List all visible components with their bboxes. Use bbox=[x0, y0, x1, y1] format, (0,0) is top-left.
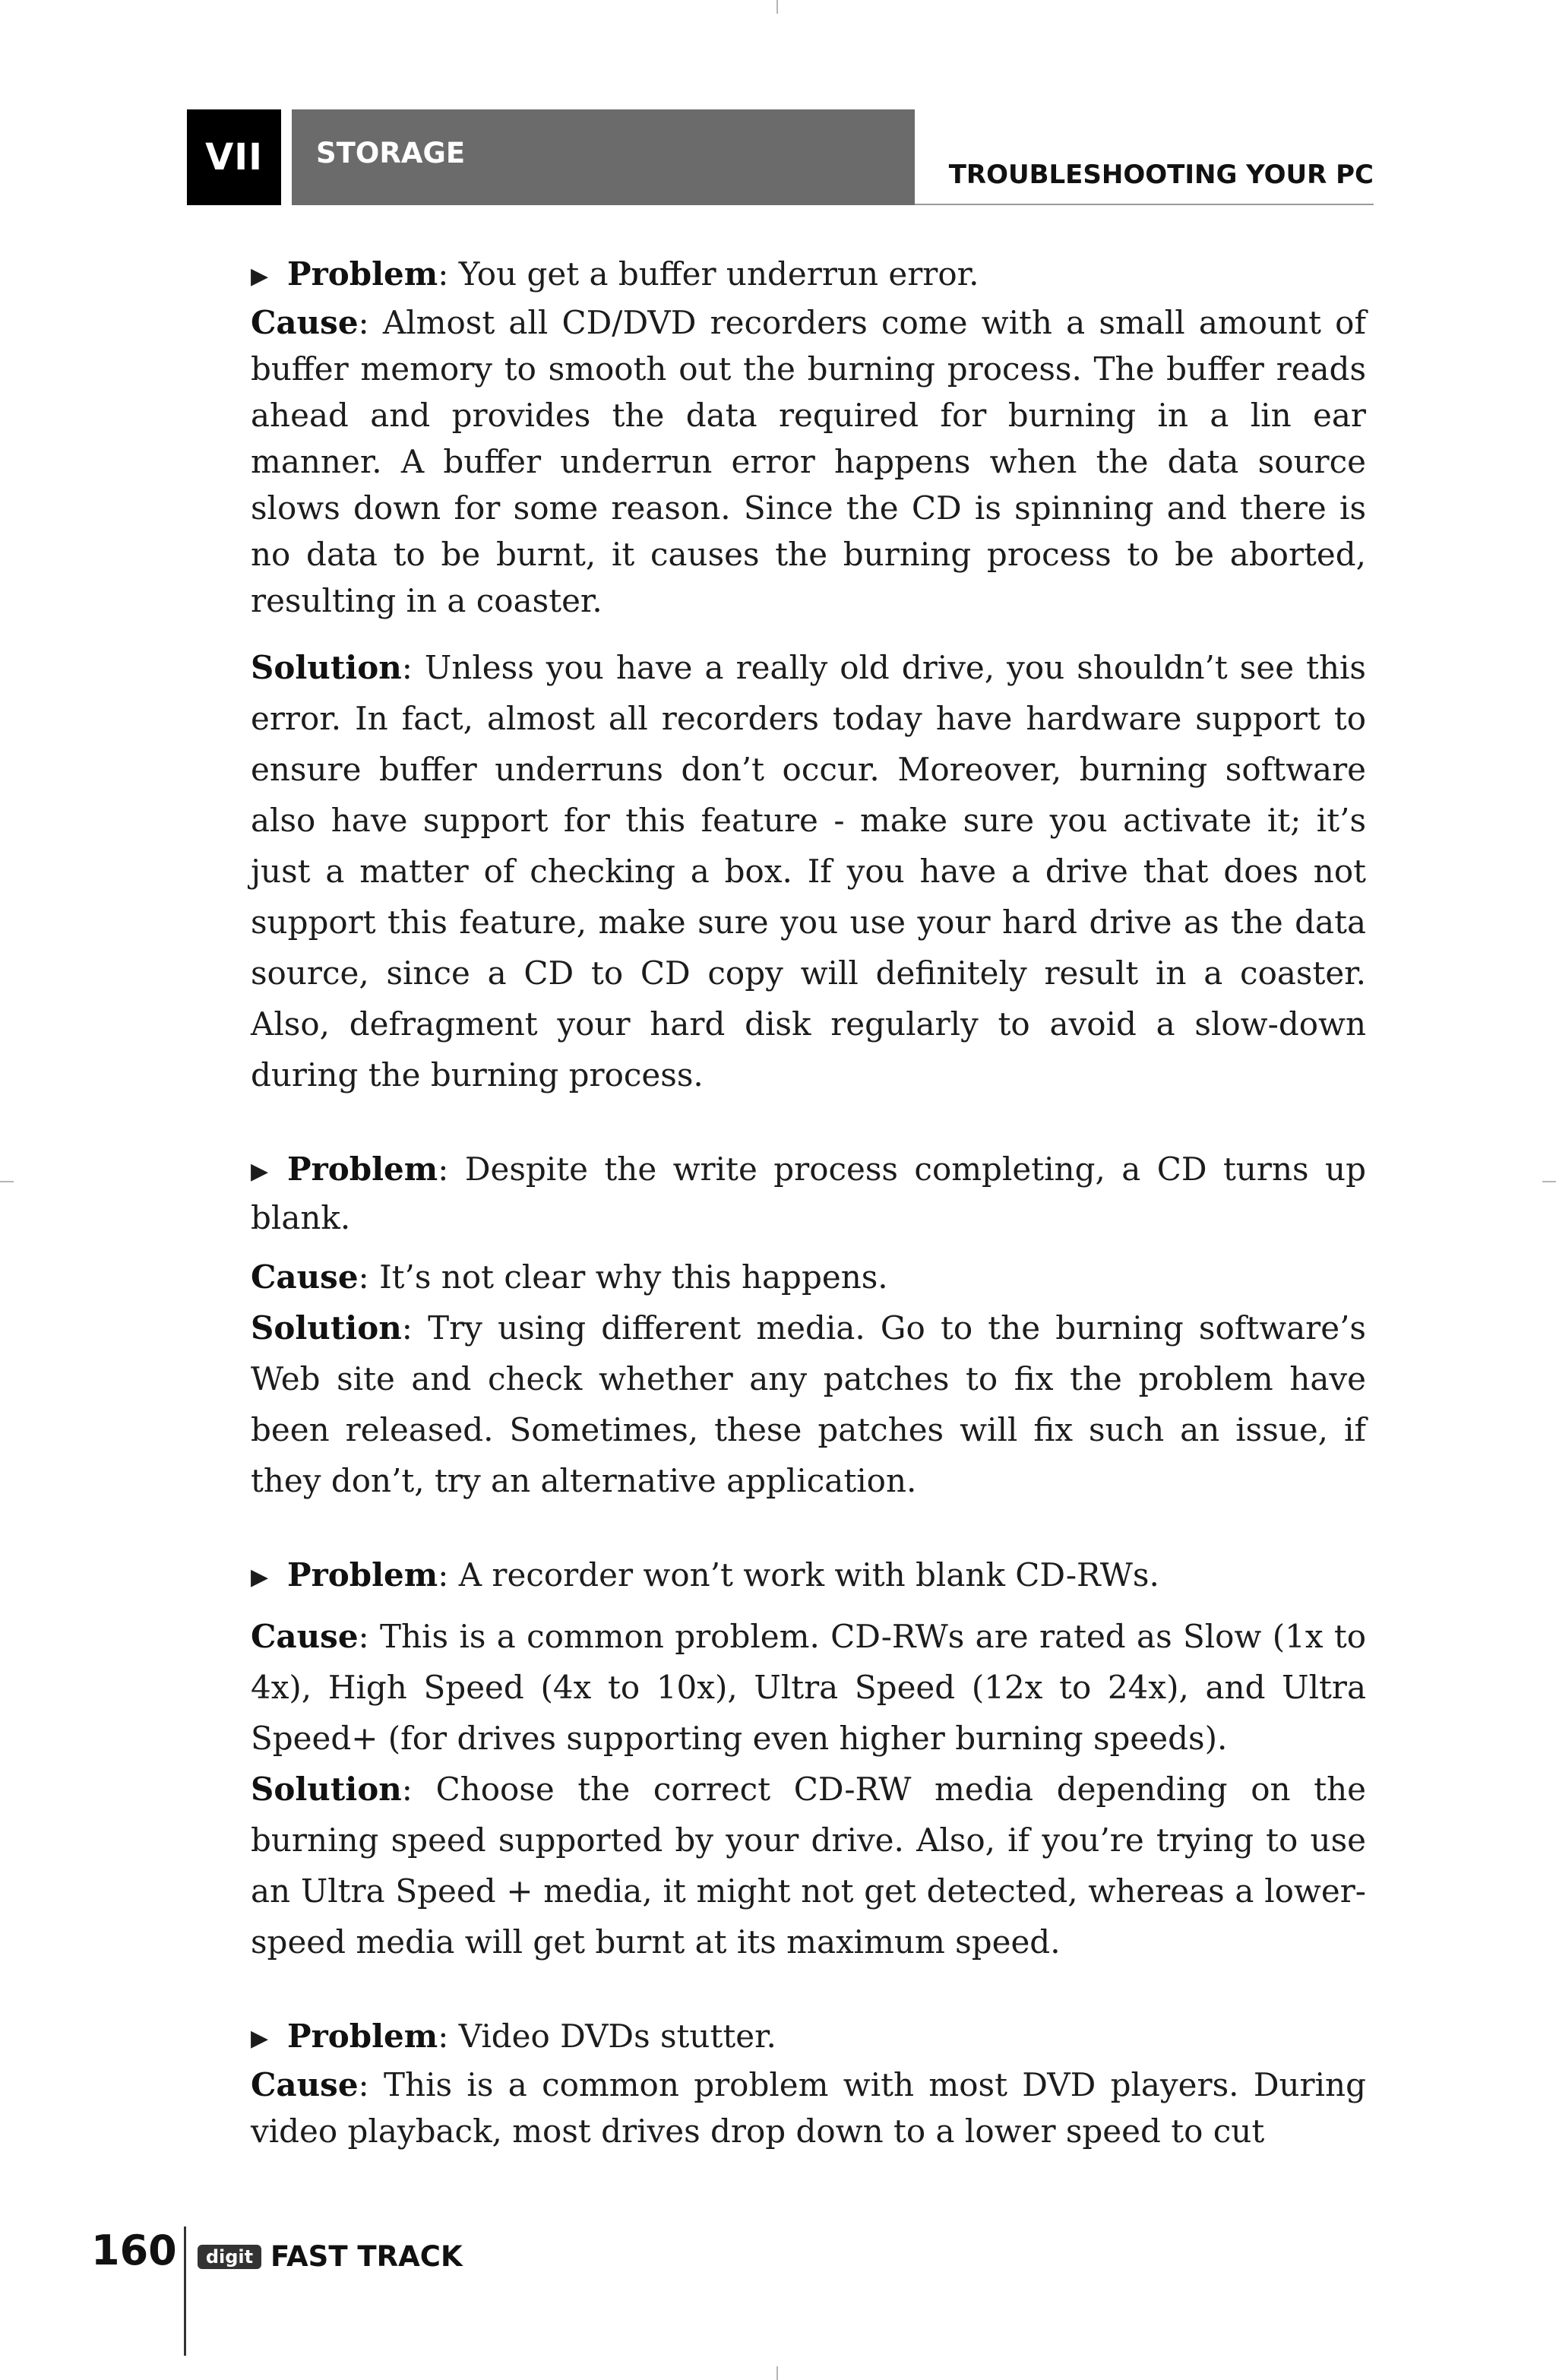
crop-mark bbox=[776, 0, 778, 14]
section-title: STORAGE bbox=[292, 109, 915, 205]
solution-label: Solution bbox=[251, 1309, 402, 1347]
triangle-bullet-icon: ▶ bbox=[251, 1564, 269, 1590]
solution-text: Choose the correct CD-RW media depending on the burning speed supported by your drive. Also, if you’re trying to use an Ultra Speed + media, it might not get detected, whereas a lower-speed media will get burnt at its maximum speed. bbox=[251, 1771, 1366, 1961]
triangle-bullet-icon: ▶ bbox=[251, 263, 269, 290]
body-text bbox=[251, 251, 1366, 2154]
solution-paragraph: Solution: Try using different media. Go to the burning software’s Web site and check whether any patches to fix the problem have been released. Sometimes, these patches will fix such an issue, if they don’t, try an alternative application. bbox=[251, 1309, 1366, 1499]
problem-text: Video DVDs stutter. bbox=[458, 2018, 776, 2055]
problem-text: A recorder won’t work with blank CD-RWs. bbox=[458, 1556, 1159, 1594]
cause-paragraph: Cause: This is a common problem. CD-RWs are rated as Slow (1x to 4x), High Speed (4x to 10x), Ultra Speed (12x to 24x), and Ultra Speed+ (for drives supporting even higher burning speeds). bbox=[251, 1618, 1366, 1757]
problem-text: You get a buffer underrun error. bbox=[458, 255, 979, 293]
running-header bbox=[187, 109, 1374, 205]
cause-text: Almost all CD/DVD recorders come with a small amount of buffer memory to smooth out the burning process. The buffer reads ahead and provides the data required for burning in a lin ear manner. A buffer underrun error happens when the data source slows down for some reason. Since the CD is spinning and there is no data to be burnt, it causes the burning process to be aborted, resulting in a coaster. bbox=[251, 304, 1366, 619]
cause-paragraph: Cause: It’s not clear why this happens. bbox=[251, 1258, 888, 1296]
running-footer bbox=[91, 2227, 547, 2356]
cause-text: It’s not clear why this happens. bbox=[379, 1258, 888, 1296]
solution-label: Solution bbox=[251, 1771, 402, 1808]
problem-item: ▶ Problem: You get a buffer underrun error. bbox=[251, 251, 1366, 299]
problem-text: Despite the write process completing, a CD turns up blank. bbox=[251, 1150, 1366, 1236]
digit-logo: digit bbox=[198, 2245, 261, 2269]
triangle-bullet-icon: ▶ bbox=[251, 2025, 269, 2052]
cause-label: Cause bbox=[251, 1258, 359, 1296]
solution-paragraph: Solution: Unless you have a really old drive, you shouldn’t see this error. In fact, almost all recorders today have hardware support to ensure buffer underruns don’t occur. Moreover, burning software also have support for this feature - make sure you activate it; it’s just a matter of checking a box. If you have a drive that does not support this feature, make sure you use your hard drive as the data source, since a CD to CD copy will definitely result in a coaster. Also, defragment your hard disk regularly to avoid a slow-down during the burning process. bbox=[251, 649, 1366, 1093]
solution-text: Try using different media. Go to the burning software’s Web site and check whether any patches to fix the problem have been released. Sometimes, these patches will fix such an issue, if they don’t, try an alternative application. bbox=[251, 1309, 1366, 1499]
solution-text: Unless you have a really old drive, you shouldn’t see this error. In fact, almost all recorders today have hardware support to ensure buffer underruns don’t occur. Moreover, burning software also have support for this feature - make sure you activate it; it’s just a matter of checking a box. If you have a drive that does not support this feature, make sure you use your hard drive as the data source, since a CD to CD copy will definitely result in a coaster. Also, defragment your hard disk regularly to avoid a slow-down during the burning process. bbox=[251, 649, 1366, 1093]
cause-label: Cause bbox=[251, 2066, 359, 2103]
solution-paragraph: Solution: Choose the correct CD-RW media depending on the burning speed supported by your drive. Also, if you’re trying to use an Ultra Speed + media, it might not get detected, whereas a lower-speed media will get burnt at its maximum speed. bbox=[251, 1771, 1366, 1961]
crop-mark bbox=[1542, 1181, 1556, 1182]
problem-label: Problem bbox=[287, 255, 438, 293]
problem-item: ▶ Problem: A recorder won’t work with blank CD-RWs. bbox=[251, 1552, 1366, 1600]
book-title: TROUBLESHOOTING YOUR PC bbox=[948, 160, 1374, 190]
cause-label: Cause bbox=[251, 1618, 359, 1655]
cause-text: This is a common problem. CD-RWs are rated as Slow (1x to 4x), High Speed (4x to 10x), Ultra Speed (12x to 24x), and Ultra Speed+ (for drives supporting even higher burning speeds). bbox=[251, 1618, 1366, 1757]
chapter-number: VII bbox=[187, 109, 281, 205]
problem-label: Problem bbox=[287, 1556, 438, 1594]
cause-text: This is a common problem with most DVD players. During video playback, most drives drop down to a lower speed to cut bbox=[251, 2066, 1366, 2150]
problem-label: Problem bbox=[287, 1150, 438, 1188]
cause-paragraph: Cause: This is a common problem with most DVD players. During video playback, most drives drop down to a lower speed to cut bbox=[251, 2066, 1366, 2150]
problem-item: ▶ Problem: Despite the write process completing, a CD turns up blank. bbox=[251, 1146, 1366, 1241]
solution-label: Solution bbox=[251, 649, 402, 686]
triangle-bullet-icon: ▶ bbox=[251, 1158, 269, 1185]
footer-title: FAST TRACK bbox=[270, 2240, 463, 2273]
cause-paragraph: Cause: Almost all CD/DVD recorders come with a small amount of buffer memory to smooth out the burning process. The buffer reads ahead and provides the data required for burning in a lin ear manner. A buffer underrun error happens when the data source slows down for some reason. Since the CD is spinning and there is no data to be burnt, it causes the burning process to be aborted, resulting in a coaster. bbox=[251, 304, 1366, 619]
crop-mark bbox=[0, 1181, 14, 1182]
header-rule bbox=[915, 204, 1374, 205]
footer-rule bbox=[184, 2227, 186, 2356]
cause-label: Cause bbox=[251, 304, 359, 341]
problem-item: ▶ Problem: Video DVDs stutter. bbox=[251, 2013, 1366, 2062]
problem-label: Problem bbox=[287, 2018, 438, 2055]
crop-mark bbox=[776, 2366, 778, 2380]
page-number: 160 bbox=[91, 2227, 177, 2274]
